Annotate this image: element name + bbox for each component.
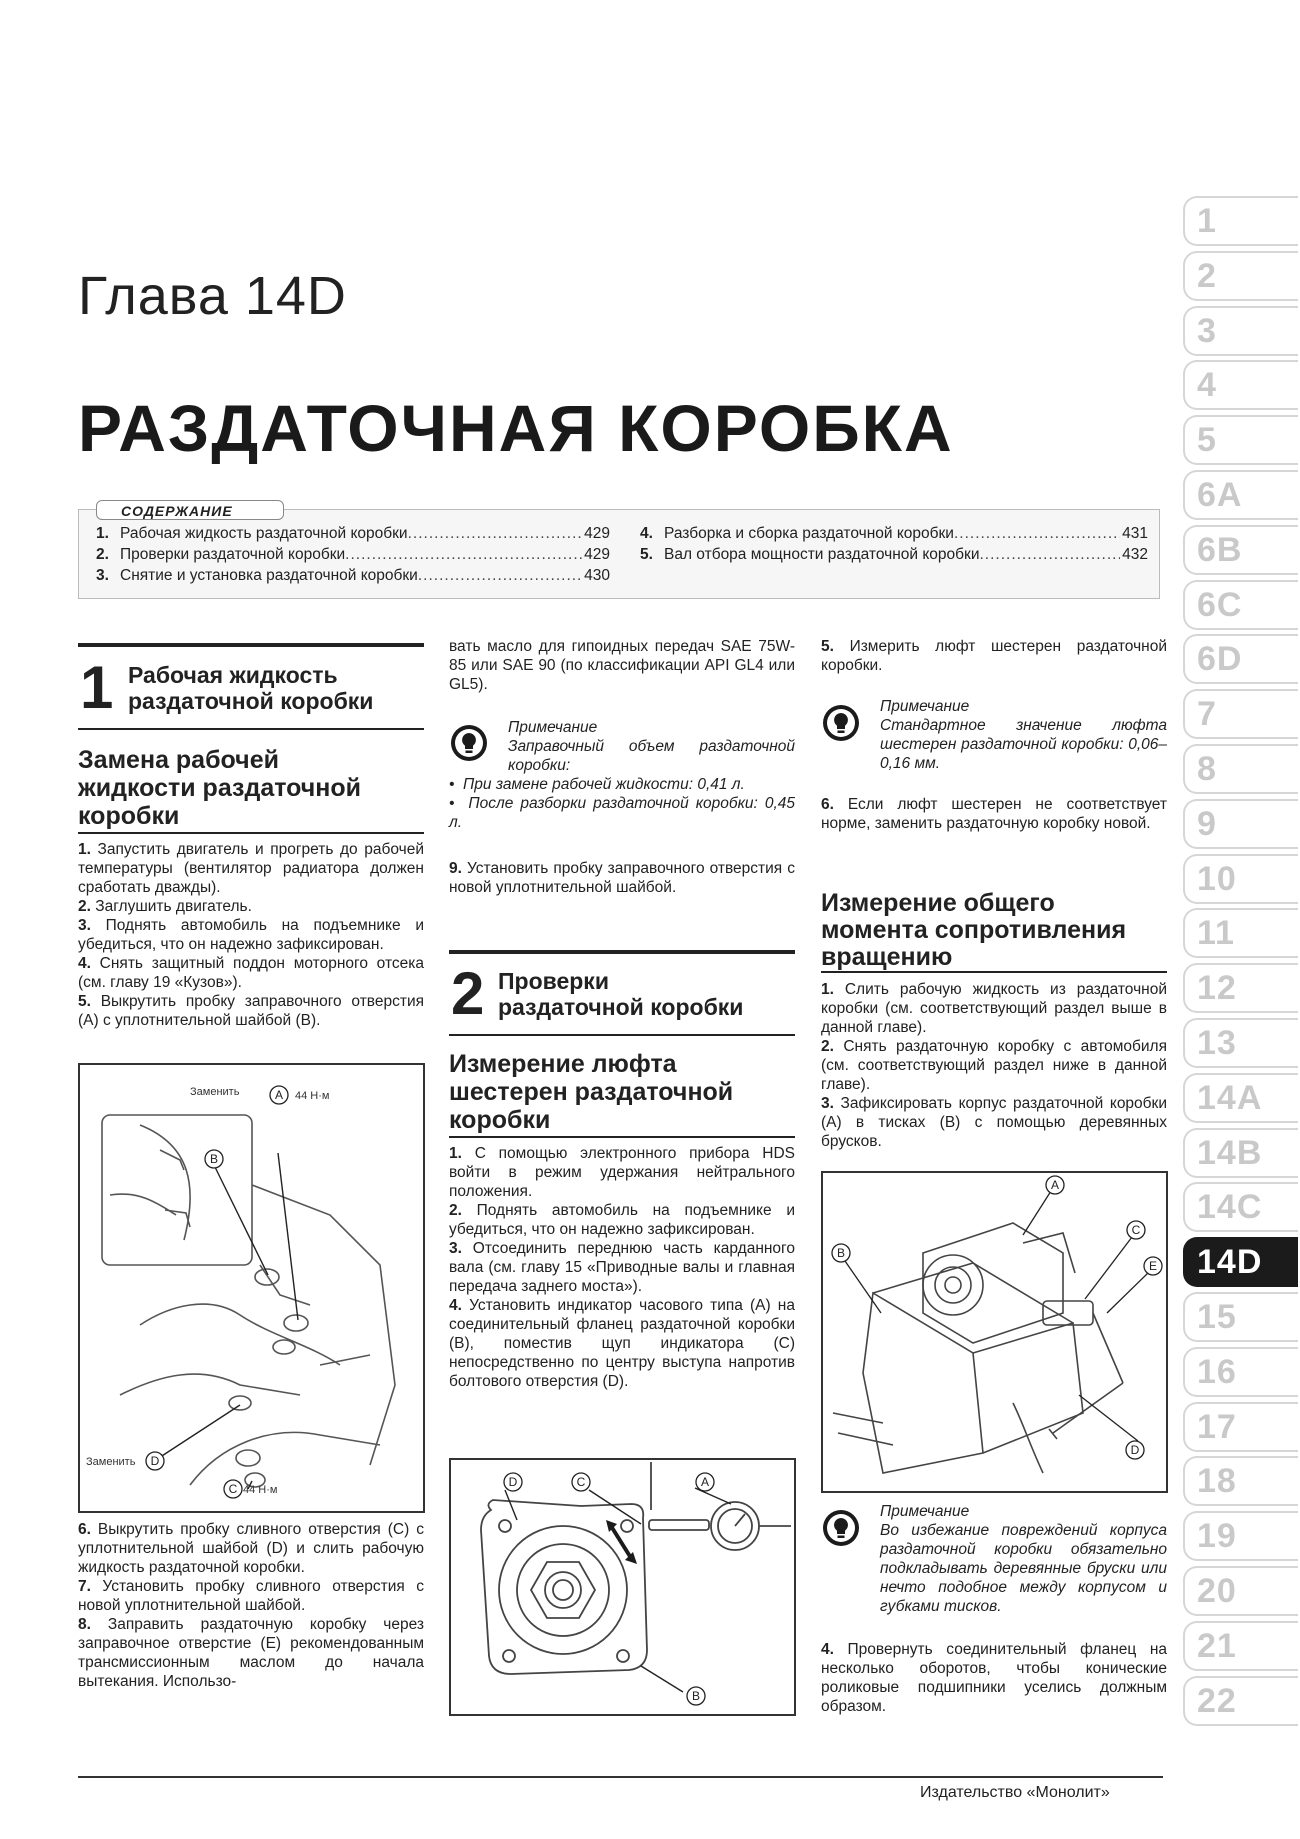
column3-step4: 4. Провернуть соединительный фланец на несколько оборотов, чтобы конические роликовые подшипники уселись должным образом. xyxy=(821,1641,1168,1715)
figure-backlash-gauge xyxy=(449,1458,796,1716)
note-fill-volume: Примечание Заправочный объем раздаточной коробки: xyxy=(508,719,795,774)
fluid-plugs-illustration xyxy=(80,1065,423,1511)
chapter-tab-17[interactable]: 17 xyxy=(1183,1402,1298,1452)
step: 2. Заглушить двигатель. xyxy=(78,898,252,915)
footer-rule xyxy=(78,1776,1163,1778)
chapter-tab-20[interactable]: 20 xyxy=(1183,1566,1298,1616)
step: 5. Выкрутить пробку заправочного отверстия (A) с уплотнительной шайбой (B). xyxy=(78,993,424,1029)
column3-subtitle-line1: Измерение общего xyxy=(821,889,1055,917)
section2-title-line1: Проверки xyxy=(498,968,609,994)
step: 2. Снять раздаточную коробку с автомобиля (см. соответствующий раздел ниже в данной главе). xyxy=(821,1038,1167,1093)
step: 3. Зафиксировать корпус раздаточной коробки (A) в тисках (B) с помощью деревянных брусков. xyxy=(821,1095,1167,1150)
chapter-tab-11[interactable]: 11 xyxy=(1183,908,1298,958)
torque-label-c: 44 Н·м xyxy=(243,1484,278,1496)
chapter-tab-14d[interactable]: 14D xyxy=(1183,1237,1298,1287)
chapter-tab-3[interactable]: 3 xyxy=(1183,306,1298,356)
step: 1. Запустить двигатель и прогреть до рабочей температуры (вентилятор радиатора должен сработать дважды). xyxy=(78,841,425,896)
step: 7. Установить пробку сливного отверстия с новой уплотнительной шайбой. xyxy=(78,1578,424,1614)
toc-item-1[interactable]: 1. Рабочая жидкость раздаточной коробки ..... 429 xyxy=(96,524,610,544)
callout-b: B xyxy=(691,1689,701,1703)
step: 6. Выкрутить пробку сливного отверстия (C) с уплотнительной шайбой (D) и слить рабочую жидкость раздаточной коробки. xyxy=(78,1521,424,1576)
section1-title-line2: раздаточной коробки xyxy=(128,688,374,714)
callout-d: D xyxy=(150,1454,160,1468)
callout-d: D xyxy=(1130,1443,1140,1457)
chapter-tab-6b[interactable]: 6B xyxy=(1183,525,1298,575)
chapter-tab-10[interactable]: 10 xyxy=(1183,854,1298,904)
column3-subtitle-line2: момента сопротивления xyxy=(821,916,1127,944)
toc-header: СОДЕРЖАНИЕ xyxy=(96,500,284,520)
step: 8. Заправить раздаточную коробку через заправочное отверстие (E) рекомендованным трансмиссионным маслом до начала вытекания. Использо- xyxy=(78,1616,425,1690)
figure-rotation-torque xyxy=(821,1171,1168,1493)
replace-label-bottom: Заменить xyxy=(86,1456,136,1468)
note-lightbulb-icon xyxy=(821,703,861,743)
section1-steps-b xyxy=(78,1520,424,1691)
replace-label-top: Заменить xyxy=(190,1086,240,1098)
note-vise-protection-head: Примечание xyxy=(880,1503,970,1520)
rotation-torque-illustration xyxy=(823,1173,1166,1491)
section2-subtitle-line2: шестерен раздаточной xyxy=(449,1078,734,1106)
section2-subtitle-rule xyxy=(449,1136,795,1138)
column3-subtitle-line3: вращению xyxy=(821,943,953,971)
toc-item-2[interactable]: 2. Проверки раздаточной коробки ..... 429 xyxy=(96,545,610,565)
chapter-tab-6c[interactable]: 6C xyxy=(1183,580,1298,630)
section1-steps-a xyxy=(78,840,424,1030)
chapter-label: Глава 14D xyxy=(78,266,347,326)
chapter-tab-6a[interactable]: 6A xyxy=(1183,470,1298,520)
callout-a: A xyxy=(700,1475,710,1489)
chapter-tab-22[interactable]: 22 xyxy=(1183,1676,1298,1726)
section2-title-line2: раздаточной коробки xyxy=(498,994,744,1020)
toc-item-4[interactable]: 4. Разборка и сборка раздаточной коробки ..... 431 xyxy=(640,524,1148,544)
chapter-tab-14c[interactable]: 14C xyxy=(1183,1182,1298,1232)
step: 3. Отсоединить переднюю часть карданного вала (см. главу 15 «Приводные валы и главная передача заднего моста»). xyxy=(449,1240,795,1295)
chapter-title: РАЗДАТОЧНАЯ КОРОБКА xyxy=(78,391,954,465)
callout-c: C xyxy=(228,1482,238,1496)
chapter-tab-9[interactable]: 9 xyxy=(1183,799,1298,849)
section1-number: 1 xyxy=(80,654,114,721)
chapter-tab-5[interactable]: 5 xyxy=(1183,415,1298,465)
section1-rule xyxy=(78,643,424,647)
callout-d: D xyxy=(508,1475,518,1489)
column2-step9: 9. Установить пробку заправочного отверстия с новой уплотнительной шайбой. xyxy=(449,860,796,896)
callout-a: A xyxy=(1050,1178,1060,1192)
step: 3. Поднять автомобиль на подъемнике и убедиться, что он надежно зафиксирован. xyxy=(78,917,424,953)
chapter-tab-19[interactable]: 19 xyxy=(1183,1511,1298,1561)
callout-e: E xyxy=(1148,1259,1158,1273)
callout-c: C xyxy=(1131,1223,1141,1237)
column3-steps xyxy=(821,980,1167,1151)
column3-step5: 5. Измерить люфт шестерен раздаточной коробки. xyxy=(821,638,1167,674)
step: 4. Снять защитный поддон моторного отсека (см. главу 19 «Кузов»). xyxy=(78,955,424,991)
toc-item-5[interactable]: 5. Вал отбора мощности раздаточной коробки ..... 432 xyxy=(640,545,1148,565)
backlash-gauge-illustration xyxy=(451,1460,794,1714)
publisher-label: Издательство «Монолит» xyxy=(920,1784,1110,1801)
note-vise-protection: Во избежание повреждений корпуса раздаточной коробки обязательно подкладывать деревянные бруски или нечто подобное между корпусом и губками тисков. xyxy=(880,1522,1167,1615)
chapter-tab-1[interactable]: 1 xyxy=(1183,196,1298,246)
chapter-tab-2[interactable]: 2 xyxy=(1183,251,1298,301)
section2-title-rule xyxy=(449,1034,795,1036)
chapter-tab-7[interactable]: 7 xyxy=(1183,689,1298,739)
section2-subtitle-line1: Измерение люфта xyxy=(449,1050,677,1078)
callout-c: C xyxy=(576,1475,586,1489)
chapter-tab-13[interactable]: 13 xyxy=(1183,1018,1298,1068)
column3-subtitle-rule xyxy=(821,971,1167,973)
chapter-tab-14b[interactable]: 14B xyxy=(1183,1128,1298,1178)
section2-number: 2 xyxy=(451,960,485,1027)
section2-rule xyxy=(449,950,795,954)
chapter-tab-8[interactable]: 8 xyxy=(1183,744,1298,794)
callout-b: B xyxy=(836,1246,846,1260)
column3-step6: 6. Если люфт шестерен не соответствует норме, заменить раздаточную коробку новой. xyxy=(821,796,1167,832)
section2-steps xyxy=(449,1144,795,1391)
chapter-tab-6d[interactable]: 6D xyxy=(1183,634,1298,684)
figure-fluid-plugs xyxy=(78,1063,425,1513)
callout-a: A xyxy=(274,1088,284,1102)
chapter-tab-12[interactable]: 12 xyxy=(1183,963,1298,1013)
note-lightbulb-icon xyxy=(821,1508,861,1548)
chapter-tab-14a[interactable]: 14A xyxy=(1183,1073,1298,1123)
chapter-tab-4[interactable]: 4 xyxy=(1183,360,1298,410)
toc-item-3[interactable]: 3. Снятие и установка раздаточной коробки ..... 430 xyxy=(96,566,610,586)
torque-label-a: 44 Н·м xyxy=(295,1090,330,1102)
step: 1. С помощью электронного прибора HDS войти в режим удержания нейтрального положения. xyxy=(449,1145,795,1200)
section1-title-line1: Рабочая жидкость xyxy=(128,662,338,688)
callout-b: B xyxy=(209,1152,219,1166)
note-lightbulb-icon xyxy=(449,723,489,763)
step: 2. Поднять автомобиль на подъемнике и убедиться, что он надежно зафиксирован. xyxy=(449,1202,795,1238)
chapter-tab-15[interactable]: 15 xyxy=(1183,1292,1298,1342)
section2-subtitle-line3: коробки xyxy=(449,1106,551,1134)
section1-subtitle-rule xyxy=(78,832,424,834)
section1-subtitle-line2: жидкости раздаточной xyxy=(78,774,362,802)
chapter-tab-21[interactable]: 21 xyxy=(1183,1621,1298,1671)
section1-subtitle-line3: коробки xyxy=(78,802,180,830)
step: 1. Слить рабочую жидкость из раздаточной коробки (см. соответствующий раздел выше в данной главе). xyxy=(821,981,1167,1036)
step: 4. Установить индикатор часового типа (A) на соединительный фланец раздаточной коробки (B), поместив щуп индикатора (C) непосредственно по центру выступа напротив болтового отверстия (D). xyxy=(449,1297,795,1390)
note-backlash-standard: Примечание Стандартное значение люфта шестерен раздаточной коробки: 0,06–0,16 мм. xyxy=(880,698,1167,772)
chapter-tab-16[interactable]: 16 xyxy=(1183,1347,1298,1397)
chapter-tab-18[interactable]: 18 xyxy=(1183,1456,1298,1506)
section1-subtitle-line1: Замена рабочей xyxy=(78,746,279,774)
section1-title-rule xyxy=(78,728,424,730)
note-fill-volume-bullets: • При замене рабочей жидкости: 0,41 л. • После разборки раздаточной коробки: 0,45 л. xyxy=(449,776,795,831)
column2-continuation: вать масло для гипоидных передач SAE 75W-85 или SAE 90 (по классификации API GL4 или GL5). xyxy=(449,638,795,693)
